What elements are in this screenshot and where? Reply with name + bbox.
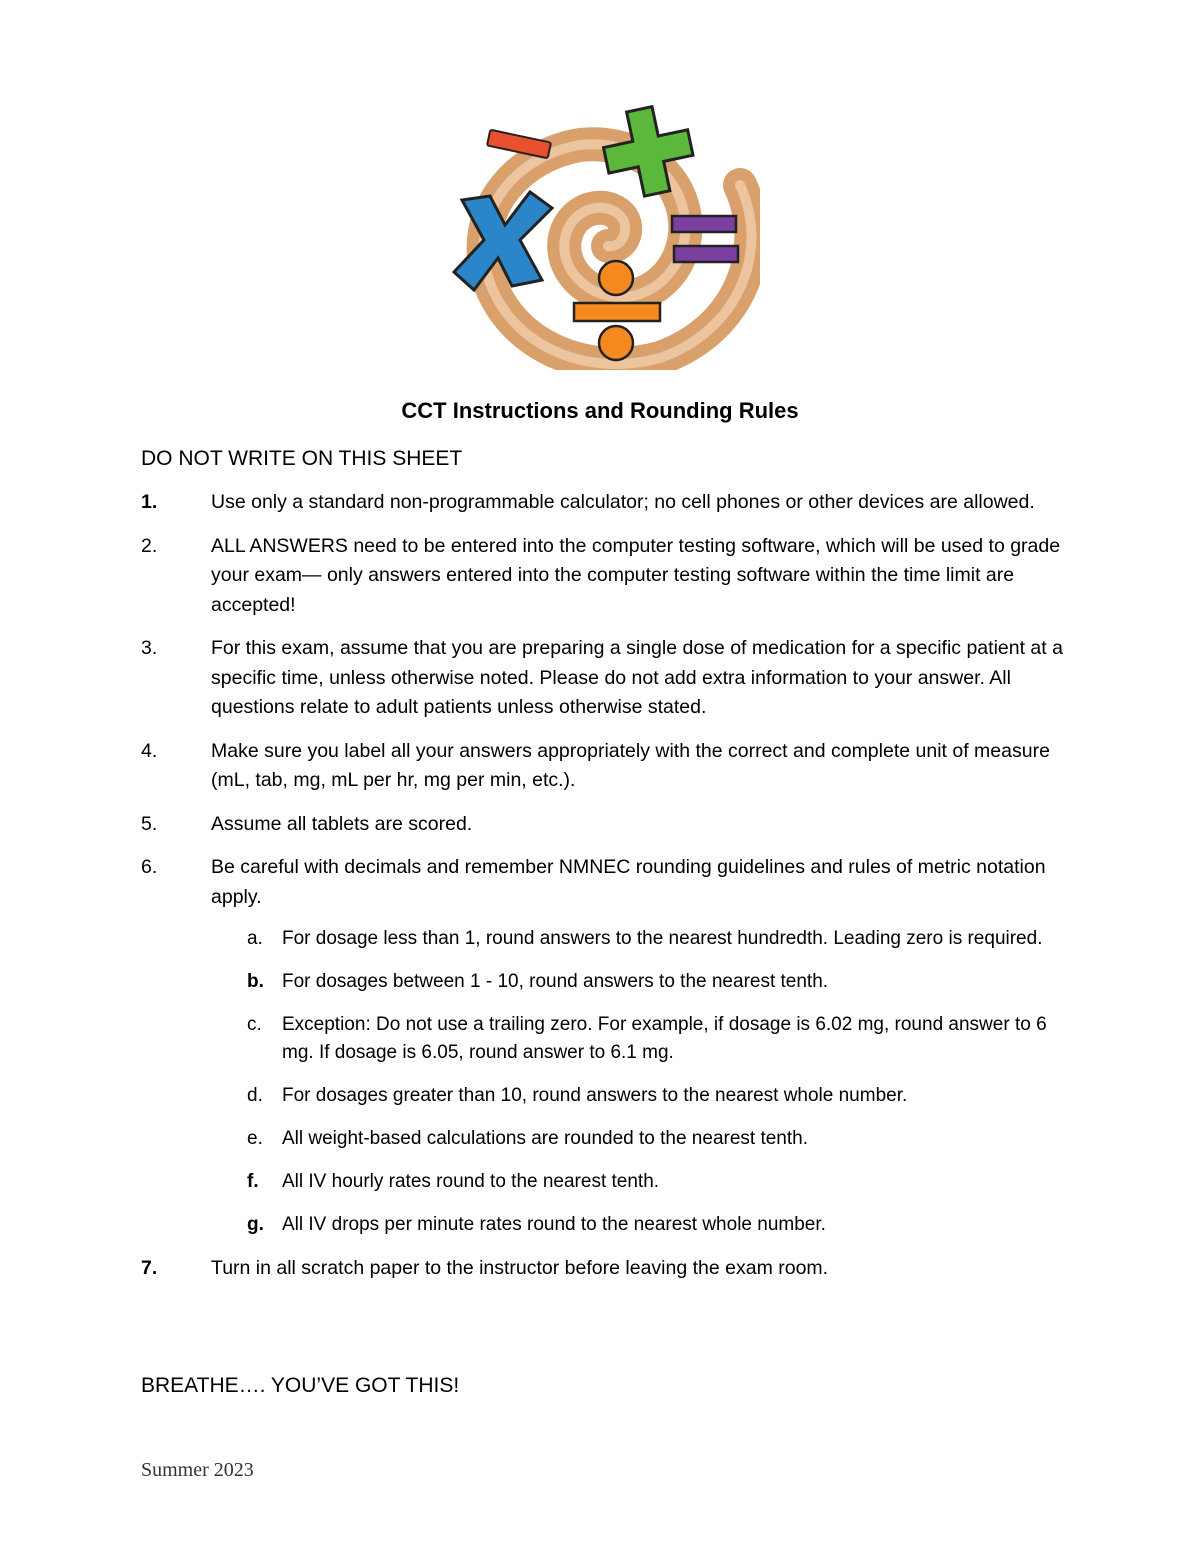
sub-list-item bbox=[211, 1082, 1071, 1110]
instructions-list bbox=[141, 488, 1071, 1298]
item-number: 1. bbox=[141, 491, 158, 513]
math-symbols-swirl-icon bbox=[440, 100, 760, 370]
item-text: Use only a standard non-programmable calculator; no cell phones or other devices are allowed. bbox=[211, 491, 1035, 513]
item-number: 5. bbox=[141, 812, 158, 835]
list-item bbox=[141, 737, 1071, 796]
sub-list-item bbox=[211, 1125, 1071, 1153]
sub-item-text: For dosages between 1 - 10, round answers to the nearest tenth. bbox=[282, 971, 829, 992]
item-number: 3. bbox=[141, 637, 158, 659]
sub-item-text: All IV hourly rates round to the nearest tenth. bbox=[282, 1171, 660, 1192]
warning-text: DO NOT WRITE ON THIS SHEET bbox=[141, 447, 463, 470]
sub-item-letter: f. bbox=[247, 1171, 259, 1192]
sub-list-item bbox=[211, 968, 1071, 996]
footer-date: Summer 2023 bbox=[141, 1459, 254, 1481]
list-item bbox=[141, 1254, 1071, 1284]
item-text: Be careful with decimals and remember NMNEC rounding guidelines and rules of metric notation apply. bbox=[211, 856, 1046, 908]
sub-list-item bbox=[211, 1211, 1071, 1239]
item-number: 6. bbox=[141, 856, 158, 878]
sub-list-item bbox=[211, 1011, 1071, 1067]
item-number: 7. bbox=[141, 1257, 158, 1279]
sub-item-letter: c. bbox=[247, 1014, 262, 1035]
sub-item-text: For dosages greater than 10, round answers to the nearest whole number. bbox=[282, 1085, 908, 1106]
sub-item-letter: d. bbox=[247, 1085, 263, 1106]
closing-message: BREATHE…. YOU’VE GOT THIS! bbox=[141, 1374, 460, 1397]
list-item bbox=[141, 810, 1071, 840]
sub-item-letter: b. bbox=[247, 971, 264, 992]
item-number: 2. bbox=[141, 534, 158, 557]
item-text: ALL ANSWERS need to be entered into the computer testing software, which will be used to grade your exam— only answers entered into the computer testing software within the time limit are accepted! bbox=[211, 534, 1061, 616]
item-number: 4. bbox=[141, 739, 158, 762]
list-item bbox=[141, 532, 1071, 621]
item-text: Make sure you label all your answers appropriately with the correct and complete unit of measure (mL, tab, mg, mL per hr, mg per min, etc.). bbox=[211, 739, 1050, 791]
item-text: Assume all tablets are scored. bbox=[211, 812, 473, 835]
sub-item-letter: e. bbox=[247, 1128, 263, 1149]
list-item bbox=[141, 488, 1071, 518]
item-text: For this exam, assume that you are preparing a single dose of medication for a specific patient at a specific time, unless otherwise noted. Please do not add extra information to your answer. All questions relate to adult patients unless otherwise stated. bbox=[211, 637, 1063, 718]
sub-item-text: All IV drops per minute rates round to the nearest whole number. bbox=[282, 1214, 826, 1235]
sub-list-item bbox=[211, 1168, 1071, 1196]
sub-item-letter: a. bbox=[247, 928, 263, 949]
sub-item-text: Exception: Do not use a trailing zero. For example, if dosage is 6.02 mg, round answer to 6 mg. If dosage is 6.05, round answer to 6.1 mg. bbox=[282, 1014, 1047, 1063]
list-item bbox=[141, 634, 1071, 723]
sub-list-item bbox=[211, 925, 1071, 953]
page-title: CCT Instructions and Rounding Rules bbox=[401, 398, 799, 423]
sub-item-letter: g. bbox=[247, 1214, 264, 1235]
list-item bbox=[141, 853, 1071, 1239]
rounding-rules-list bbox=[211, 925, 1071, 1239]
sub-item-text: All weight-based calculations are rounded to the nearest tenth. bbox=[282, 1128, 808, 1149]
sub-item-text: For dosage less than 1, round answers to the nearest hundredth. Leading zero is required. bbox=[282, 928, 1043, 949]
item-text: Turn in all scratch paper to the instructor before leaving the exam room. bbox=[211, 1257, 829, 1279]
